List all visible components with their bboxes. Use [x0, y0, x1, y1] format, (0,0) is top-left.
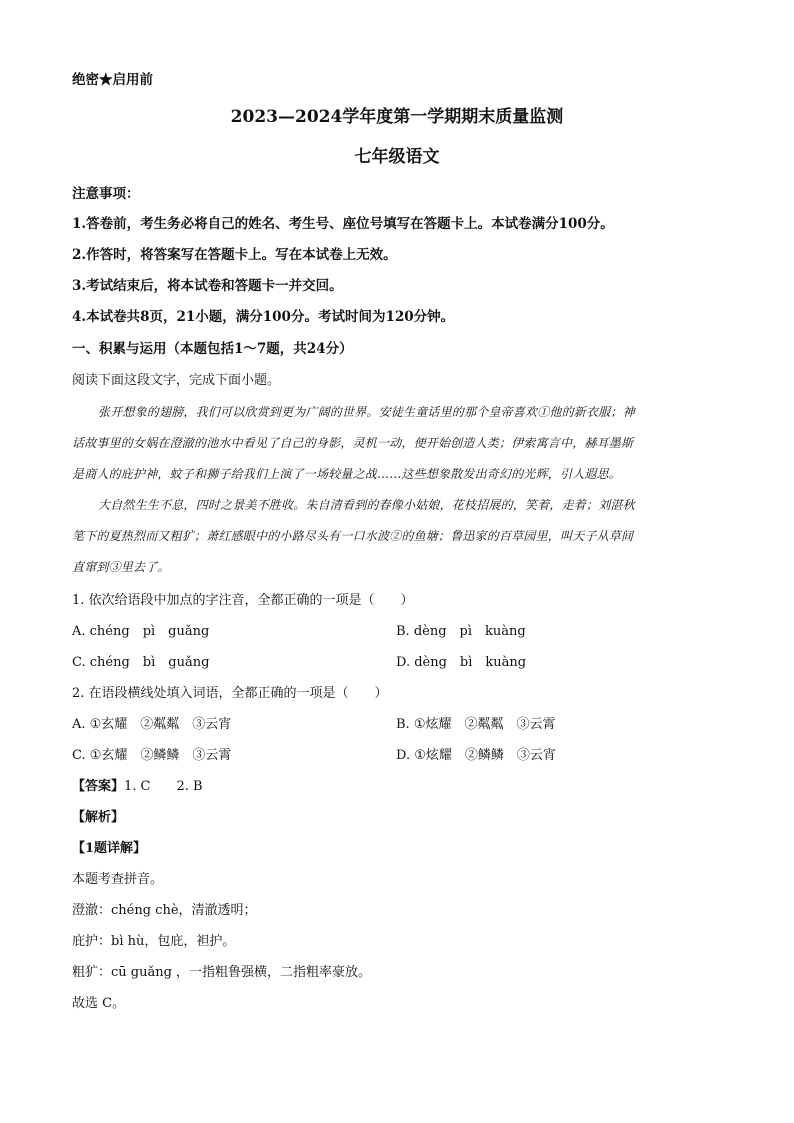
q2-option-b: B. ①炫耀 ②粼粼 ③云霄: [396, 717, 556, 732]
note-item-4: 4.本试卷共8页，21小题，满分100分。考试时间为120分钟。: [72, 309, 455, 325]
q1-option-d: D. dèng bì kuàng: [396, 655, 527, 670]
passage-line-4: 大自然生生不息，四时之景美不胜收。朱自清看到的春像小姑娘，花枝招展的，笑着，走着；刘湛秋: [98, 498, 635, 512]
answer-text: 1. C 2. B: [124, 779, 203, 794]
answer-line: [72, 775, 203, 794]
analysis-line-2: 澄澈：chéng chè，清澈透明；: [72, 903, 257, 918]
note-item-1: 1.答卷前，考生务必将自己的姓名、考生号、座位号填写在答题卡上。本试卷满分100分。: [72, 216, 614, 232]
passage-line-5: 笔下的夏热烈而又粗犷；萧红感眼中的小路尽头有一口水波②的鱼塘；鲁迅家的百草园里，叫天子从草间: [72, 529, 634, 543]
passage-line-2: 话故事里的女娲在澄澈的池水中看见了自己的身影，灵机一动，便开始创造人类；伊索寓言中，赫耳墨斯: [72, 436, 634, 450]
note-item-3: 3.考试结束后，将本试卷和答题卡一并交回。: [72, 278, 343, 294]
reading-intro: 阅读下面这段文字，完成下面小题。: [72, 373, 281, 388]
page-subtitle: 七年级语文: [354, 147, 440, 167]
section-heading: 一、积累与运用（本题包括1～7题，共24分）: [72, 341, 353, 357]
answer-tag: 【答案】: [72, 779, 125, 794]
q2-option-c: C. ①玄耀 ②鳞鳞 ③云霄: [72, 748, 232, 763]
question-2-stem: 2. 在语段横线处填入词语，全都正确的一项是（ ）: [72, 686, 388, 701]
analysis-line-1: 本题考查拼音。: [72, 872, 164, 887]
analysis-tag: 【解析】: [72, 810, 125, 825]
analysis-line-4: 粗犷：cū guǎng ，一指粗鲁强横，二指粗率豪放。: [72, 965, 372, 980]
q1-analysis-tag: 【1题详解】: [72, 841, 147, 856]
q1-option-c: C. chéng bì guǎng: [72, 655, 210, 670]
passage-line-3: 是商人的庇护神，蚊子和狮子给我们上演了一场较量之战……这些想象散发出奇幻的光辉，引人遐思。: [72, 467, 622, 481]
q2-option-a: A. ①玄耀 ②粼粼 ③云宵: [72, 717, 232, 732]
analysis-line-5: 故选 C。: [72, 996, 126, 1011]
page-title: 2023—2024学年度第一学期期末质量监测: [230, 107, 564, 127]
q1-option-b: B. dèng pì kuàng: [396, 624, 526, 639]
passage-line-6: 直窜到③里去了。: [72, 560, 170, 574]
q1-option-a: A. chéng pì guǎng: [72, 624, 210, 639]
question-1-stem: 1. 依次给语段中加点的字注音，全都正确的一项是（ ）: [72, 593, 414, 608]
notes-heading: 注意事项：: [72, 186, 140, 202]
note-item-2: 2.作答时，将答案写在答题卡上。写在本试卷上无效。: [72, 247, 397, 263]
analysis-line-3: 庇护：bì hù，包庇，袒护。: [72, 934, 236, 949]
confidential-label: 绝密★启用前: [72, 72, 153, 88]
q2-option-d: D. ①炫耀 ②鳞鳞 ③云宵: [396, 748, 556, 763]
passage-line-1: 张开想象的翅膀，我们可以欣赏到更为广阔的世界。安徒生童话里的那个皇帝喜欢①他的新衣服；神: [98, 405, 635, 419]
